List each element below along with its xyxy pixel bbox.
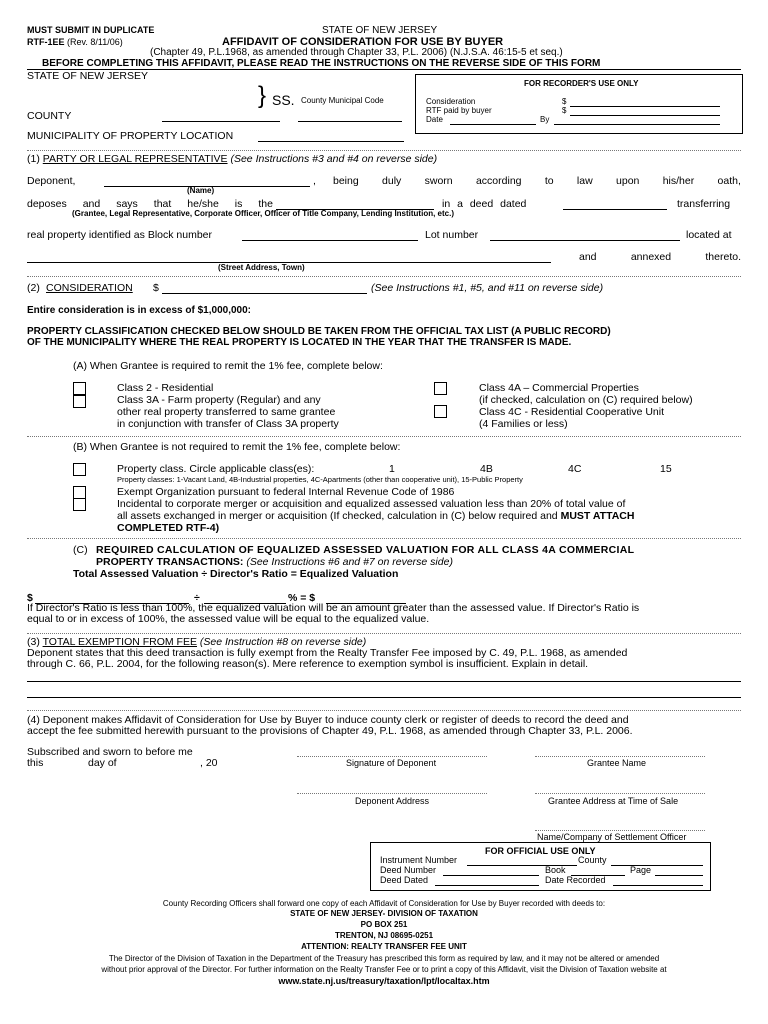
class2-label: Class 2 - Residential [117,382,214,394]
recorders-box-title: FOR RECORDER'S USE ONLY [524,79,639,88]
grantee-caption: (Grantee, Legal Representative, Corporate Officer, Officer of Title Company, Lending Institution, etc.) [72,209,454,218]
lot-number-field[interactable] [490,240,680,241]
signature-of-deponent-caption: Signature of Deponent [346,758,437,768]
divider [27,276,741,277]
deed-dated-official-label: Deed Dated [380,875,429,885]
word: says [116,198,138,210]
classification-line-1: PROPERTY CLASSIFICATION CHECKED BELOW SHOULD BE TAKEN FROM THE OFFICIAL TAX LIST (A PUBLIC RECORD) [27,326,611,337]
word: according [475,175,522,187]
section-c-note: (See Instructions #6 and #7 on reverse side) [246,556,453,568]
comma: , [313,175,316,187]
exemption-reason-line-2[interactable] [27,697,741,698]
word: and [579,251,597,263]
block-label: real property identified as Block number [27,229,213,241]
recorder-by-label: By [540,115,550,124]
deed-dated-official-field[interactable] [435,885,539,886]
section3-title: TOTAL EXEMPTION FROM FEE [42,636,197,648]
attention-line: ATTENTION: REALTY TRANSFER FEE UNIT [301,942,467,951]
page-field[interactable] [655,875,703,876]
class3a-label-2: other real property transferred to same grantee [117,406,336,418]
located-at-label: located at [686,229,732,241]
county-code-field[interactable] [298,121,402,122]
class-option-1[interactable]: 1 [389,463,395,475]
county-label: COUNTY [27,110,72,122]
exemption-reason-line-1[interactable] [27,681,741,682]
class-legend: Property classes: 1-Vacant Land, 4B-Industrial properties, 4C-Apartments (other than cooperative unit), 15-Public Property [117,475,523,484]
consideration-dollar: $ [562,97,567,106]
county-code-label: County Municipal Code [301,96,384,105]
word: oath, [717,175,741,187]
state-heading: STATE OF NEW JERSEY [322,25,438,36]
must-submit-notice: MUST SUBMIT IN DUPLICATE [27,25,155,35]
section2-title: CONSIDERATION [46,282,133,294]
annexed-text [579,252,741,263]
incidental-line-2 [117,511,634,522]
form-revision: (Rev. 8/11/06) [67,37,123,47]
form-id-line [27,38,123,47]
being-duly-sworn-text [333,176,741,187]
formula-label: Total Assessed Valuation ÷ Director's Ratio = Equalized Valuation [73,568,399,580]
word: is [234,198,243,210]
class4c-label-1: Class 4C - Residential Cooperative Unit [479,406,664,418]
word: being [333,175,359,187]
must-attach: MUST ATTACH [560,510,635,522]
section-a-heading: (A) When Grantee is required to remit the 1% fee, complete below: [73,360,383,372]
tav-dollar: $ [27,592,33,604]
word: law [576,175,593,187]
instrument-number-label: Instrument Number [380,855,458,865]
municipality-field[interactable] [258,141,404,142]
divider [27,633,741,634]
deponent-address-caption: Deponent Address [355,796,430,806]
word: annexed [630,251,672,263]
grantee-name-field[interactable] [535,756,705,757]
deposes-text [27,199,273,210]
section3-number: (3) [27,636,40,648]
class-option-15[interactable]: 15 [660,463,672,475]
director-notice-2: without prior approval of the Director. For further information on the Realty Transfer Fee or to print a copy of this Affidavit, visit the Division of Taxation website at [101,965,667,974]
class2-checkbox[interactable] [73,382,86,395]
grantee-address-caption: Grantee Address at Time of Sale [548,796,679,806]
page-label: Page [630,865,652,875]
deponent-signature-field[interactable] [297,756,487,757]
grantee-name-caption: Grantee Name [587,758,647,768]
recorder-consideration-field[interactable] [570,106,720,107]
deponent-label: Deponent, [27,175,76,187]
date-recorded-label: Date Recorded [545,875,606,885]
class3a-checkbox[interactable] [73,395,86,408]
settlement-officer-caption: Name/Company of Settlement Officer [537,832,687,842]
word: thereto. [705,251,741,263]
deponent-address-field[interactable] [297,793,487,794]
divider [27,436,741,437]
deed-dated-label: in a deed dated [442,198,527,210]
divider [27,150,741,151]
consideration-dollar-sign: $ [153,282,159,294]
word: and [82,198,101,210]
excess-statement: Entire consideration is in excess of $1,000,000: [27,305,251,316]
class3a-label-3: in conjunction with transfer of Class 3A property [117,418,339,430]
section3-note: (See Instruction #8 on reverse side) [199,636,367,648]
section3-heading [27,637,366,648]
word: to [544,175,554,187]
this-label: this [27,757,44,769]
transferring-label: transferring [677,198,731,210]
word: upon [616,175,640,187]
name-caption: (Name) [187,186,215,195]
official-county-label: County [578,855,607,865]
consideration-amount-field[interactable] [162,293,367,294]
lot-label: Lot number [425,229,479,241]
word: his/her [662,175,695,187]
word: sworn [424,175,453,187]
recorder-by-field[interactable] [554,124,720,125]
forward-notice: County Recording Officers shall forward one copy of each Affidavit of Consideration for Use by Buyer recorded with deeds to: [162,899,606,908]
section-c-heading-1: REQUIRED CALCULATION OF EQUALIZED ASSESSED VALUATION FOR ALL CLASS 4A COMMERCIAL [96,544,635,556]
class4a-label-2: (if checked, calculation on (C) required below) [479,394,693,406]
percent-equals: % = $ [288,592,316,604]
section4-text-1: (4) Deponent makes Affidavit of Consideration for Use by Buyer to induce county clerk or register of deeds to record the deed and [27,714,629,726]
deed-number-field[interactable] [443,875,539,876]
recorder-date-field[interactable] [450,124,536,125]
section1-note: (See Instructions #3 and #4 on reverse side) [230,153,438,165]
state-label: STATE OF NEW JERSEY [27,70,148,82]
section-c-label: (C) [73,544,88,556]
deed-number-label: Deed Number [380,865,437,875]
divider [27,710,741,711]
consideration-label: Consideration [426,97,476,106]
section1-title: PARTY OR LEGAL REPRESENTATIVE [42,153,228,165]
director-notice-1: The Director of the Division of Taxation in the Department of the Treasury has prescribed this form as required by law, and it may not be altered or amended [108,954,660,963]
divide-symbol: ÷ [194,592,200,604]
section-c-heading-2-line [96,557,453,568]
form-title: AFFIDAVIT OF CONSIDERATION FOR USE BY BUYER [222,36,504,48]
section1-heading [27,154,437,165]
class4a-checkbox[interactable] [434,382,447,395]
merger-checkbox[interactable] [73,498,86,511]
incidental-line-2-text: all assets exchanged in merger or acquisition (If checked, calculation in (C) below required and [117,510,558,522]
recorders-use-box [415,74,743,134]
settlement-officer-field[interactable] [535,830,705,831]
class3a-label-1: Class 3A - Farm property (Regular) and any [117,394,321,406]
section1-number: (1) [27,153,40,165]
official-use-box [370,842,711,891]
county-field[interactable] [162,121,280,122]
division-address: STATE OF NEW JERSEY- DIVISION OF TAXATION [290,909,478,918]
word: the [258,198,273,210]
municipality-label: MUNICIPALITY OF PROPERTY LOCATION [27,130,234,142]
exempt-org-label: Exempt Organization pursuant to federal Internal Revenue Code of 1986 [117,486,455,498]
property-class-checkbox[interactable] [73,463,86,476]
property-class-label: Property class. Circle applicable class(es): [117,463,315,475]
divider [27,538,741,539]
ratio-text-1: If Director's Ratio is less than 100%, the equalized valuation will be an amount greater than the assessed value. If Director's Ratio is [27,602,640,614]
official-box-title: FOR OFFICIAL USE ONLY [485,846,596,856]
rtf-paid-label: RTF paid by buyer [426,106,492,115]
class4c-checkbox[interactable] [434,405,447,418]
grantee-address-field[interactable] [535,793,705,794]
block-number-field[interactable] [242,240,418,241]
word: deposes [27,198,67,210]
class-option-4b[interactable]: 4B [480,463,493,475]
ratio-text-2: equal to or in excess of 100%, the assessed value will be equal to the equalized value. [27,613,430,625]
section3-text-1: Deponent states that this deed transaction is fully exempt from the Realty Transfer Fee imposed by C. 49, P.L. 1968, as amended [27,647,628,659]
word: that [153,198,172,210]
instructions-banner: BEFORE COMPLETING THIS AFFIDAVIT, PLEASE READ THE INSTRUCTIONS ON THE REVERSE SIDE OF THIS FORM [42,58,601,69]
section3-text-2: through C. 66, P.L. 2004, for the following reason(s). Mere reference to exemption symbol is insufficient. Explain in detail. [27,658,589,670]
website-link[interactable]: www.state.nj.us/treasury/taxation/lpt/localtax.htm [278,976,490,986]
street-caption: (Street Address, Town) [218,263,305,272]
form-id: RTF-1EE [27,37,65,47]
section-b-heading: (B) When Grantee is not required to remit the 1% fee, complete below: [73,441,401,453]
section2-note: (See Instructions #1, #5, and #11 on reverse side) [371,282,604,294]
rtf-dollar: $ [562,106,567,115]
day-of-label: day of [88,757,117,769]
book-label: Book [545,865,566,875]
word: duly [382,175,402,187]
brace-symbol: } [258,82,267,109]
official-county-field[interactable] [611,865,703,866]
class-option-4c[interactable]: 4C [568,463,582,475]
year-label: , 20 [200,757,218,769]
city-address: TRENTON, NJ 08695-0251 [334,931,434,940]
word: he/she [187,198,219,210]
class4a-label-1: Class 4A – Commercial Properties [479,382,639,394]
class4c-label-2: (4 Families or less) [479,418,568,430]
ss-label: SS. [272,92,295,108]
section-c-heading-2: PROPERTY TRANSACTIONS: [96,556,244,568]
deed-date-field[interactable] [563,209,667,210]
recorder-date-label: Date [426,115,443,124]
chapter-line: (Chapter 49, P.L.1968, as amended through Chapter 33, P.L. 2006) (N.J.S.A. 46:15-5 et seq.) [150,47,563,58]
incidental-line-1: Incidental to corporate merger or acquisition and equalized assessed valuation less than 20% of total value of [117,498,626,510]
date-recorded-field[interactable] [613,885,703,886]
incidental-line-3: COMPLETED RTF-4) [117,522,220,534]
po-box: PO BOX 251 [360,920,408,929]
rtf-paid-field[interactable] [570,115,720,116]
section2-number: (2) [27,282,40,294]
section4-text-2: accept the fee submitted herewith pursuant to the provisions of Chapter 49, P.L. 1968, as amended through Chapter 33, P.L. 2006. [27,725,633,737]
classification-line-2: OF THE MUNICIPALITY WHERE THE REAL PROPERTY IS LOCATED IN THE YEAR THAT THE TRANSFER IS MADE. [27,337,572,348]
subscribed-label: Subscribed and sworn to before me [27,746,193,758]
